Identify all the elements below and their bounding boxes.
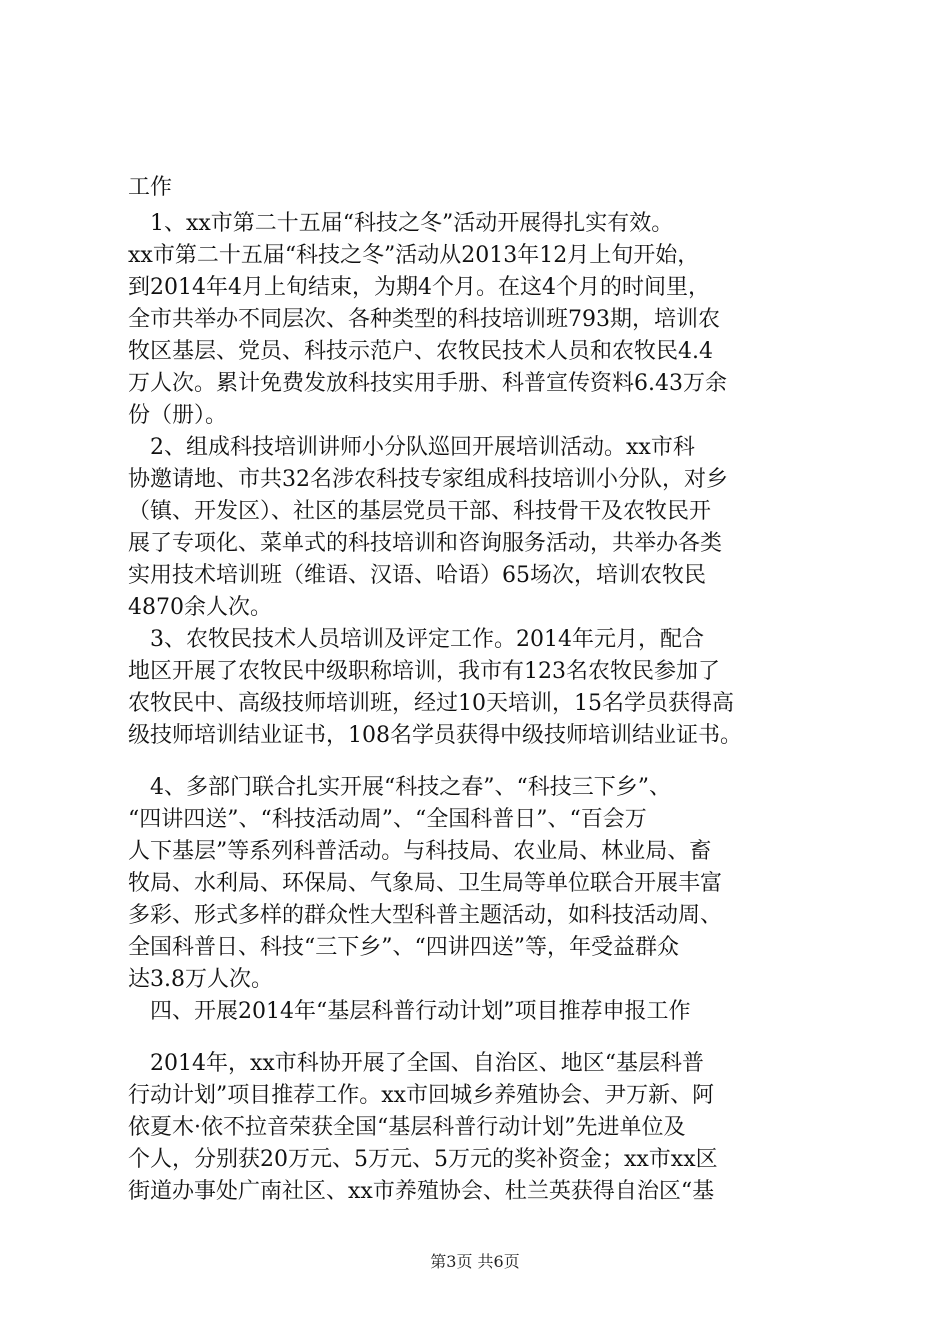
text-line: 农牧民中、高级技师培训班，经过10天培训，15名学员获得高 [128,691,734,716]
text-line: 四、开展2014年“基层科普行动计划”项目推荐申报工作 [128,999,691,1024]
text-line: 到2014年4月上旬结束，为期4个月。在这4个月的时间里， [128,275,710,300]
text-line: 2、组成科技培训讲师小分队巡回开展培训活动。xx市科 [128,435,695,460]
text-line: 牧区基层、党员、科技示范户、农牧民技术人员和农牧民4.4 [128,339,713,364]
text-line: 3、农牧民技术人员培训及评定工作。2014年元月，配合 [128,627,704,652]
page-footer: 第3页 共6页 [430,1252,520,1271]
text-line: 4、多部门联合扎实开展“科技之春”、“科技三下乡”、 [128,775,671,800]
text-line: 人下基层”等系列科普活动。与科技局、农业局、林业局、畜 [128,839,712,864]
text-line: 个人，分别获20万元、5万元、5万元的奖补资金；xx市xx区 [128,1147,718,1172]
text-line: 协邀请地、市共32名涉农科技专家组成科技培训小分队，对乡 [128,467,728,492]
text-line: xx市第二十五届“科技之冬”活动从2013年12月上旬开始， [128,243,700,268]
text-line: 行动计划”项目推荐工作。xx市回城乡养殖协会、尹万新、阿 [128,1083,715,1108]
text-line: 多彩、形式多样的群众性大型科普主题活动，如科技活动周、 [128,903,723,928]
text-line: 1、xx市第二十五届“科技之冬”活动开展得扎实有效。 [128,211,674,236]
text-line: 地区开展了农牧民中级职称培训，我市有123名农牧民参加了 [128,659,720,684]
text-line: 级技师培训结业证书，108名学员获得中级技师培训结业证书。 [128,723,742,748]
text-line: 2014年，xx市科协开展了全国、自治区、地区“基层科普 [128,1051,705,1076]
text-line: 万人次。累计免费发放科技实用手册、科普宣传资料6.43万余 [128,371,727,396]
text-line: 实用技术培训班（维语、汉语、哈语）65场次，培训农牧民 [128,563,706,588]
text-line: 份（册）。 [128,403,228,428]
text-line: 达3.8万人次。 [128,967,273,992]
text-line: 全市共举办不同层次、各种类型的科技培训班793期，培训农 [128,307,720,332]
text-line: 依夏木·依不拉音荣获全国“基层科普行动计划”先进单位及 [128,1115,686,1140]
text-line: 4870余人次。 [128,595,272,620]
text-line: 牧局、水利局、环保局、气象局、卫生局等单位联合开展丰富 [128,871,723,896]
text-line: 工作 [128,175,173,200]
text-line: 街道办事处广南社区、xx市养殖协会、杜兰英获得自治区“基 [128,1179,715,1204]
text-line: 全国科普日、科技“三下乡”、“四讲四送”等，年受益群众 [128,935,679,960]
text-line: 展了专项化、菜单式的科技培训和咨询服务活动，共举办各类 [128,531,723,556]
text-line: （镇、开发区）、社区的基层党员干部、科技骨干及农牧民开 [128,499,712,524]
text-line: “四讲四送”、“科技活动周”、“全国科普日”、“百会万 [128,807,647,832]
